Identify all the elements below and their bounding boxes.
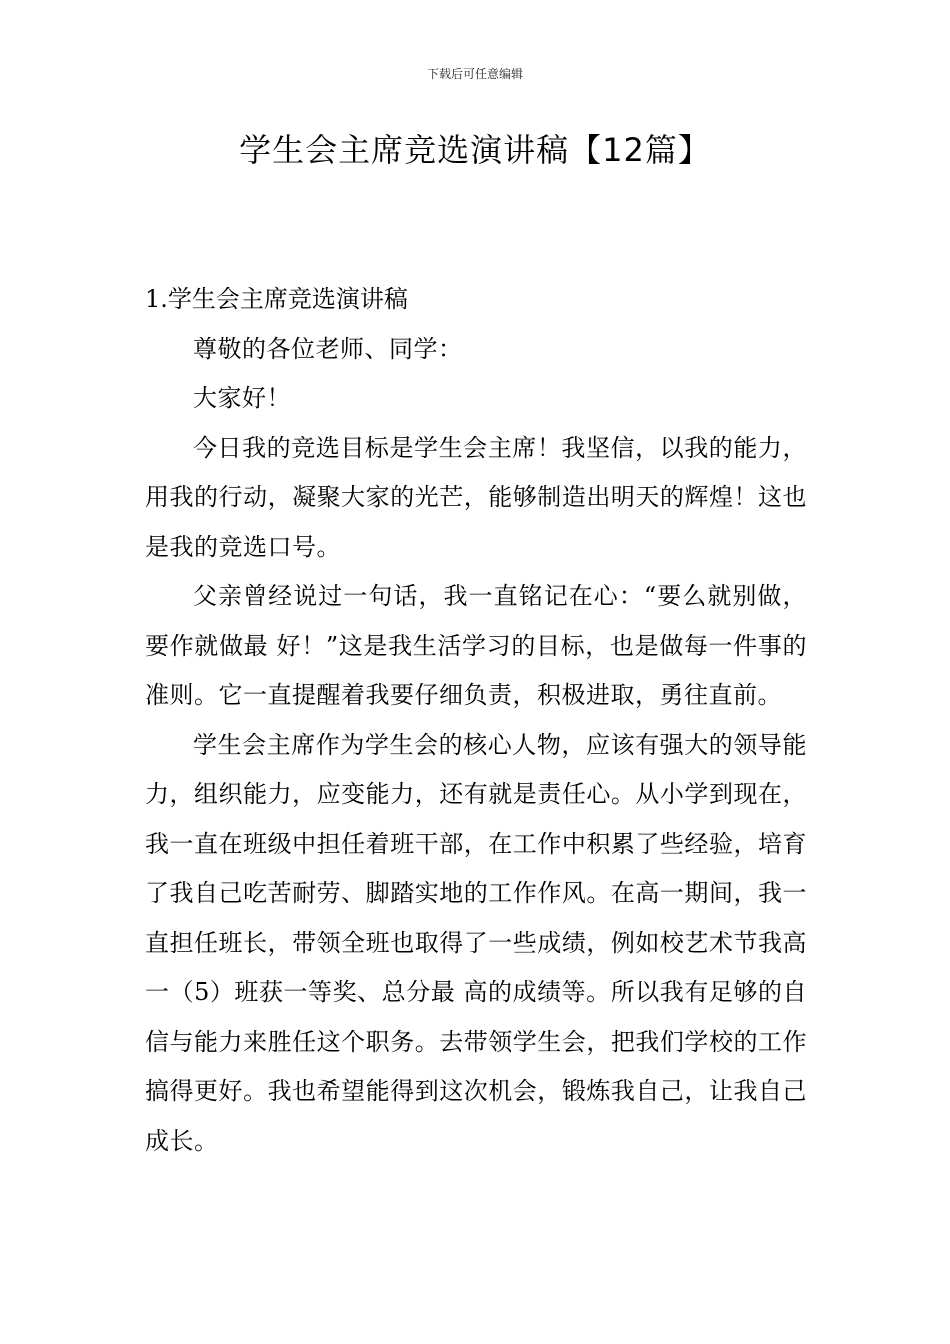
body-paragraph: 父亲曾经说过一句话，我一直铭记在心：“要么就别做，要作就做最 好！”这是我生活学习的目标，也是做每一件事的准则。它一直提醒着我要仔细负责，积极进取，勇往直前。: [145, 582, 807, 709]
greeting: 大家好！: [193, 384, 291, 412]
section-heading: 1.学生会主席竞选演讲稿: [145, 285, 408, 313]
salutation: 尊敬的各位老师、同学：: [193, 334, 463, 363]
document-title: 学生会主席竞选演讲稿【12篇】: [239, 131, 711, 169]
body-paragraph: 今日我的竞选目标是学生会主席！我坚信，以我的能力，用我的行动，凝聚大家的光芒，能够制造出明天的辉煌！这也是我的竞选口号。: [145, 433, 807, 561]
header-note: 下载后可任意编辑: [426, 67, 523, 81]
document-body: [145, 275, 807, 1166]
body-paragraph: 学生会主席作为学生会的核心人物，应该有强大的领导能力，组织能力，应变能力，还有就是责任心。从小学到现在，我一直在班级中担任着班干部，在工作中积累了些经验，培育了我自己吃苦耐劳、脚踏实地的工作作风。在高一期间，我一直担任班长，带领全班也取得了一些成绩，例如校艺术节我高一（5）班获一等奖、总分最 高的成绩等。所以我有足够的自信与能力来胜任这个职务。去带领学生会，把我们学校的工作搞得更好。我也希望能得到这次机会，锻炼我自己，让我自己成长。: [145, 730, 807, 1155]
